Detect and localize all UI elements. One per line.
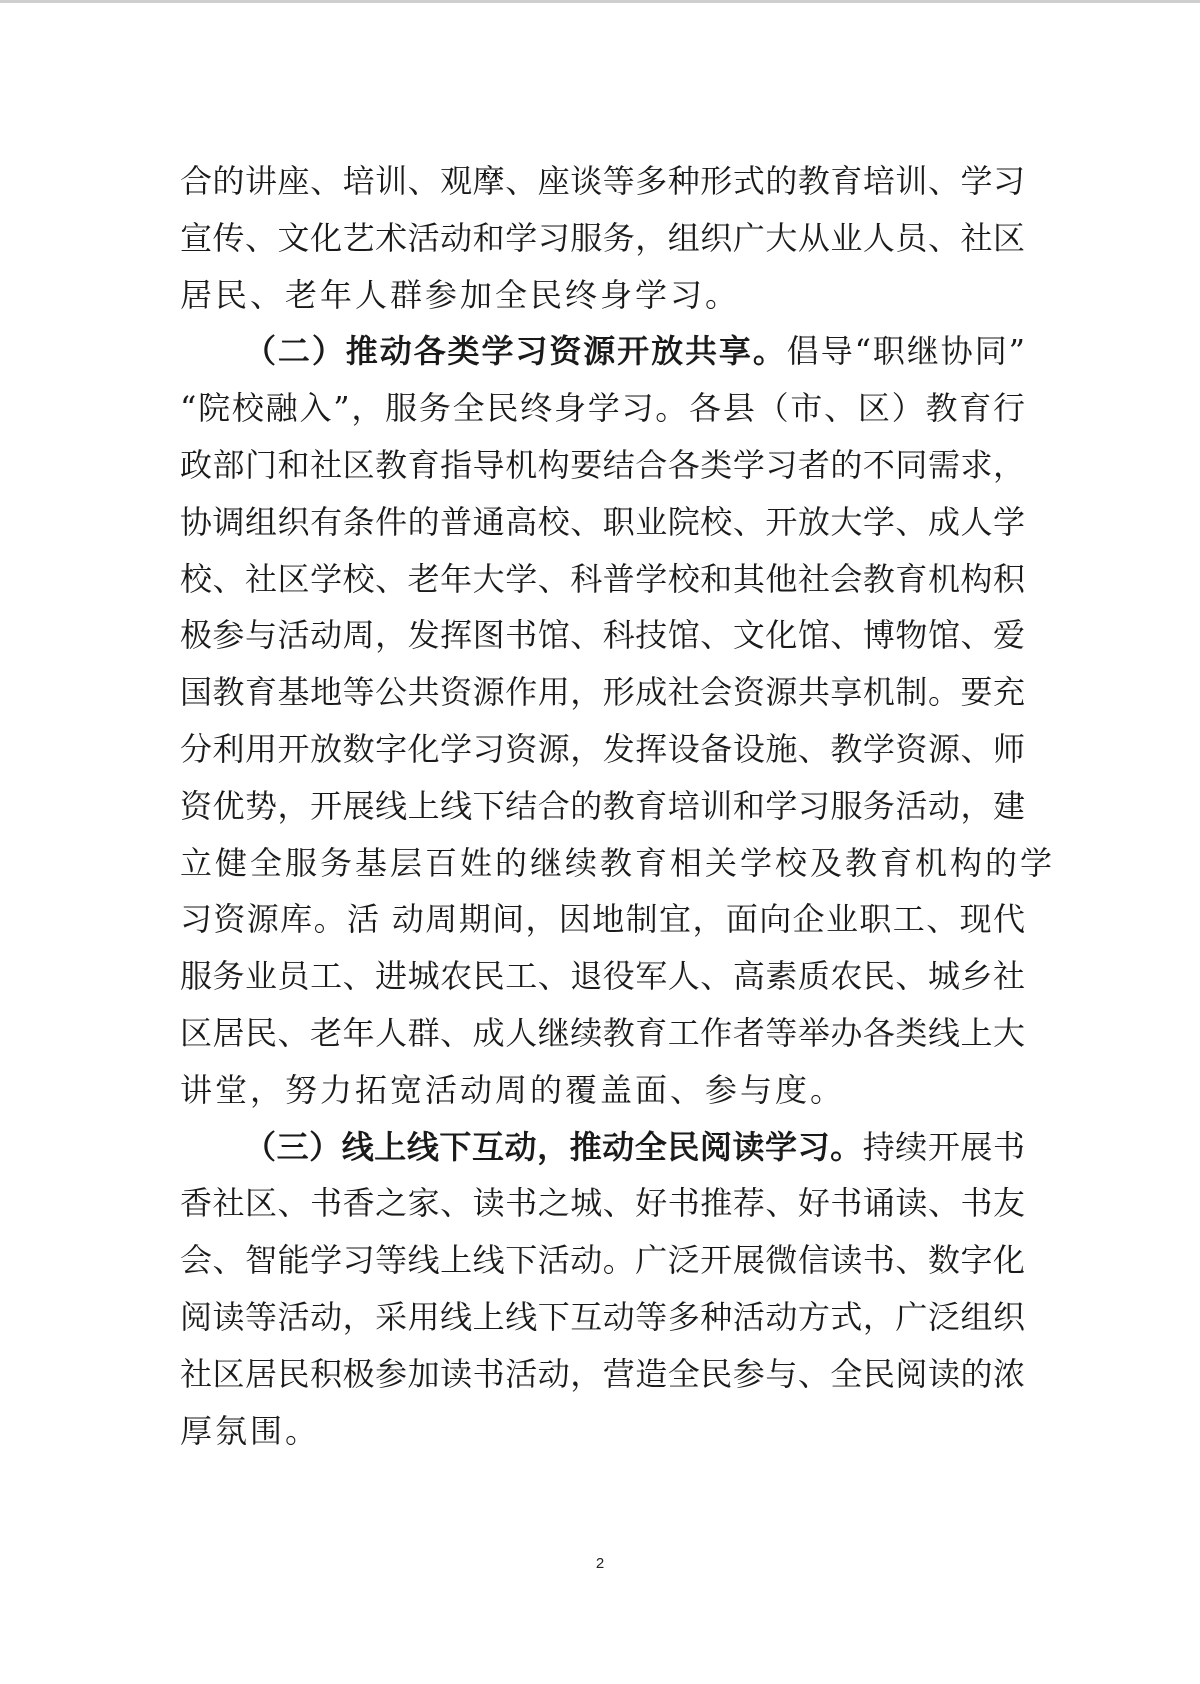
text-run: 倡导“职继协同” bbox=[786, 332, 1025, 371]
text-line: 立健全服务基层百姓的继续教育相关学校及教育机构的学 bbox=[180, 843, 1056, 882]
document-body bbox=[180, 153, 1056, 1459]
text-line: 合的讲座、培训、观摩、座谈等多种形式的教育培训、学习 bbox=[180, 162, 1025, 200]
section-first-line bbox=[180, 1119, 1025, 1176]
text-line: 区居民、老年人群、成人继续教育工作者等举办各类线上大 bbox=[180, 1013, 1025, 1052]
text-line: 国教育基地等公共资源作用，形成社会资源共享机制。要充 bbox=[180, 673, 1025, 712]
section-first-line bbox=[180, 323, 1025, 380]
text-line: 协调组织有条件的普通高校、职业院校、开放大学、成人学 bbox=[180, 502, 1025, 541]
text-line: 习资源库。活 动周期间，因地制宜，面向企业职工、现代 bbox=[180, 900, 1025, 939]
text-line: 资优势，开展线上线下结合的教育培训和学习服务活动，建 bbox=[180, 786, 1025, 825]
text-line: 居民、老年人群参加全民终身学习。 bbox=[180, 275, 741, 314]
text-line: 会、智能学习等线上线下活动。广泛开展微信读书、数字化 bbox=[180, 1241, 1025, 1280]
text-line: 厚氛围。 bbox=[180, 1411, 321, 1450]
text-line: “院校融入”，服务全民终身学习。各县（市、区）教育行 bbox=[180, 389, 1025, 428]
text-line: 社区居民积极参加读书活动，营造全民参与、全民阅读的浓 bbox=[180, 1354, 1025, 1393]
text-line: 政部门和社区教育指导机构要结合各类学习者的不同需求， bbox=[180, 445, 1025, 484]
text-line: 校、社区学校、老年大学、科普学校和其他社会教育机构积 bbox=[180, 559, 1025, 598]
text-line: 香社区、书香之家、读书之城、好书推荐、好书诵读、书友 bbox=[180, 1184, 1025, 1223]
text-run: 持续开展书 bbox=[862, 1127, 1025, 1166]
text-line: 服务业员工、进城农民工、退役军人、高素质农民、城乡社 bbox=[180, 957, 1025, 996]
section-heading: （二）推动各类学习资源开放共享。 bbox=[244, 332, 787, 371]
page-number: 2 bbox=[595, 1555, 605, 1572]
text-line: 讲堂，努力拓宽活动周的覆盖面、参与度。 bbox=[180, 1070, 846, 1109]
text-line: 阅读等活动，采用线上线下互动等多种活动方式，广泛组织 bbox=[180, 1297, 1025, 1336]
text-line: 分利用开放数字化学习资源，发挥设备设施、教学资源、师 bbox=[180, 729, 1025, 768]
text-line: 极参与活动周，发挥图书馆、科技馆、文化馆、博物馆、爱 bbox=[180, 616, 1025, 655]
text-line: 宣传、文化艺术活动和学习服务，组织广大从业人员、社区 bbox=[180, 218, 1025, 257]
section-heading: （三）线上线下互动，推动全民阅读学习。 bbox=[244, 1127, 863, 1166]
